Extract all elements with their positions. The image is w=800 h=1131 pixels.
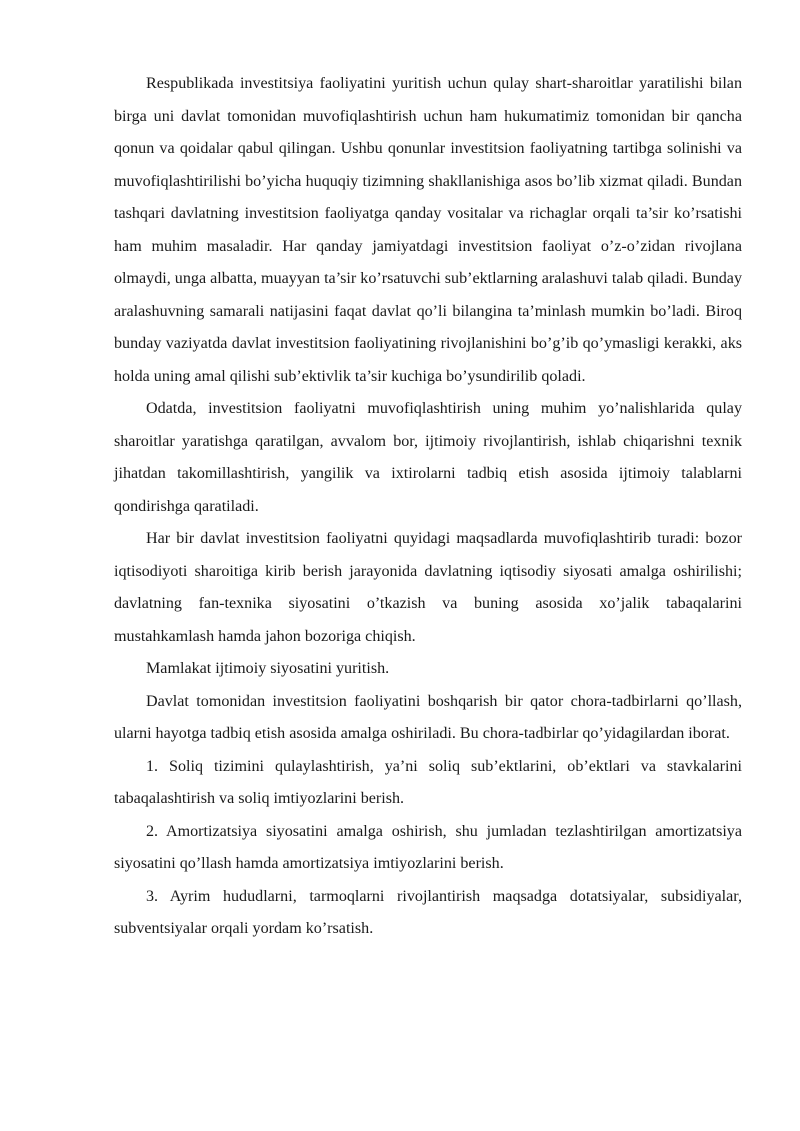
paragraph-regulation-aims: Odatda, investitsion faoliyatni muvofiqlashtirish uning muhim yo’nalishlarida qulay sharoitlar yaratishga qaratilgan, avvalom bor, ijtimoiy rivojlantirish, ishlab chiqarishni texnik jihatdan takomillashtirish, yangilik va ixtirolarni tadbiq etish asosida ijtimoiy talablarni qondirishga qaratiladi. bbox=[114, 400, 742, 515]
paragraph-intro: Respublikada investitsiya faoliyatini yuritish uchun qulay shart-sharoitlar yaratilishi bilan birga uni davlat tomonidan muvofiqlashtirish uchun ham hukumatimiz tomonidan bir qancha qonun va qoidalar qabul qilingan. Ushbu qonunlar investitsion faoliyatning tartibga solinishi va muvofiqlashtirilishi bo’yicha huquqiy tizimning shakllanishiga asos bo’lib xizmat qiladi. Bundan tashqari davlatning investitsion faoliyatga qanday vositalar va richaglar orqali ta’sir ko’rsatishi ham muhim masaladir. Har qanday jamiyatdagi investitsion faoliyat o’z-o’zidan rivojlana olmaydi, unga albatta, muayyan ta’sir ko’rsatuvchi sub’ektlarning aralashuvi talab qiladi. Bunday aralashuvning samarali natijasini faqat davlat qo’li bilangina ta’minlash mumkin bo’ladi. Biroq bunday vaziyatda davlat investitsion faoliyatining rivojlanishini bo’g’ib qo’ymasligi kerakki, aks holda uning amal qilishi sub’ektivlik ta’sir kuchiga bo’ysundirilib qoladi. bbox=[114, 75, 742, 385]
paragraph-social-policy: Mamlakat ijtimoiy siyosatini yuritish. bbox=[146, 660, 390, 677]
list-item-regional-support: 3. Ayrim hududlarni, tarmoqlarni rivojlantirish maqsadga dotatsiyalar, subsidiyalar, subventsiyalar orqali yordam ko’rsatish. bbox=[114, 887, 742, 937]
list-item-amortization: 2. Amortizatsiya siyosatini amalga oshirish, shu jumladan tezlashtirilgan amortizatsiya siyosatini qo’llash hamda amortizatsiya imtiyozlarini berish. bbox=[114, 822, 742, 872]
document-body bbox=[114, 68, 742, 946]
list-item-tax-system: 1. Soliq tizimini qulaylashtirish, ya’ni soliq sub’ektlarini, ob’ektlari va stavkalarini tabaqalashtirish va soliq imtiyozlarini berish. bbox=[114, 757, 742, 807]
paragraph-state-goals: Har bir davlat investitsion faoliyatni quyidagi maqsadlarda muvofiqlashtirib turadi: bozor iqtisodiyoti sharoitiga kirib berish jarayonida davlatning iqtisodiy siyosati amalga oshirilishi; davlatning fan-texnika siyosatini o’tkazish va buning asosida xo’jalik tabaqalarini mustahkamlash hamda jahon bozoriga chiqish. bbox=[114, 530, 742, 645]
paragraph-measures-intro: Davlat tomonidan investitsion faoliyatini boshqarish bir qator chora-tadbirlarni qo’llash, ularni hayotga tadbiq etish asosida amalga oshiriladi. Bu chora-tadbirlar qo’yidagilardan iborat. bbox=[114, 692, 742, 742]
